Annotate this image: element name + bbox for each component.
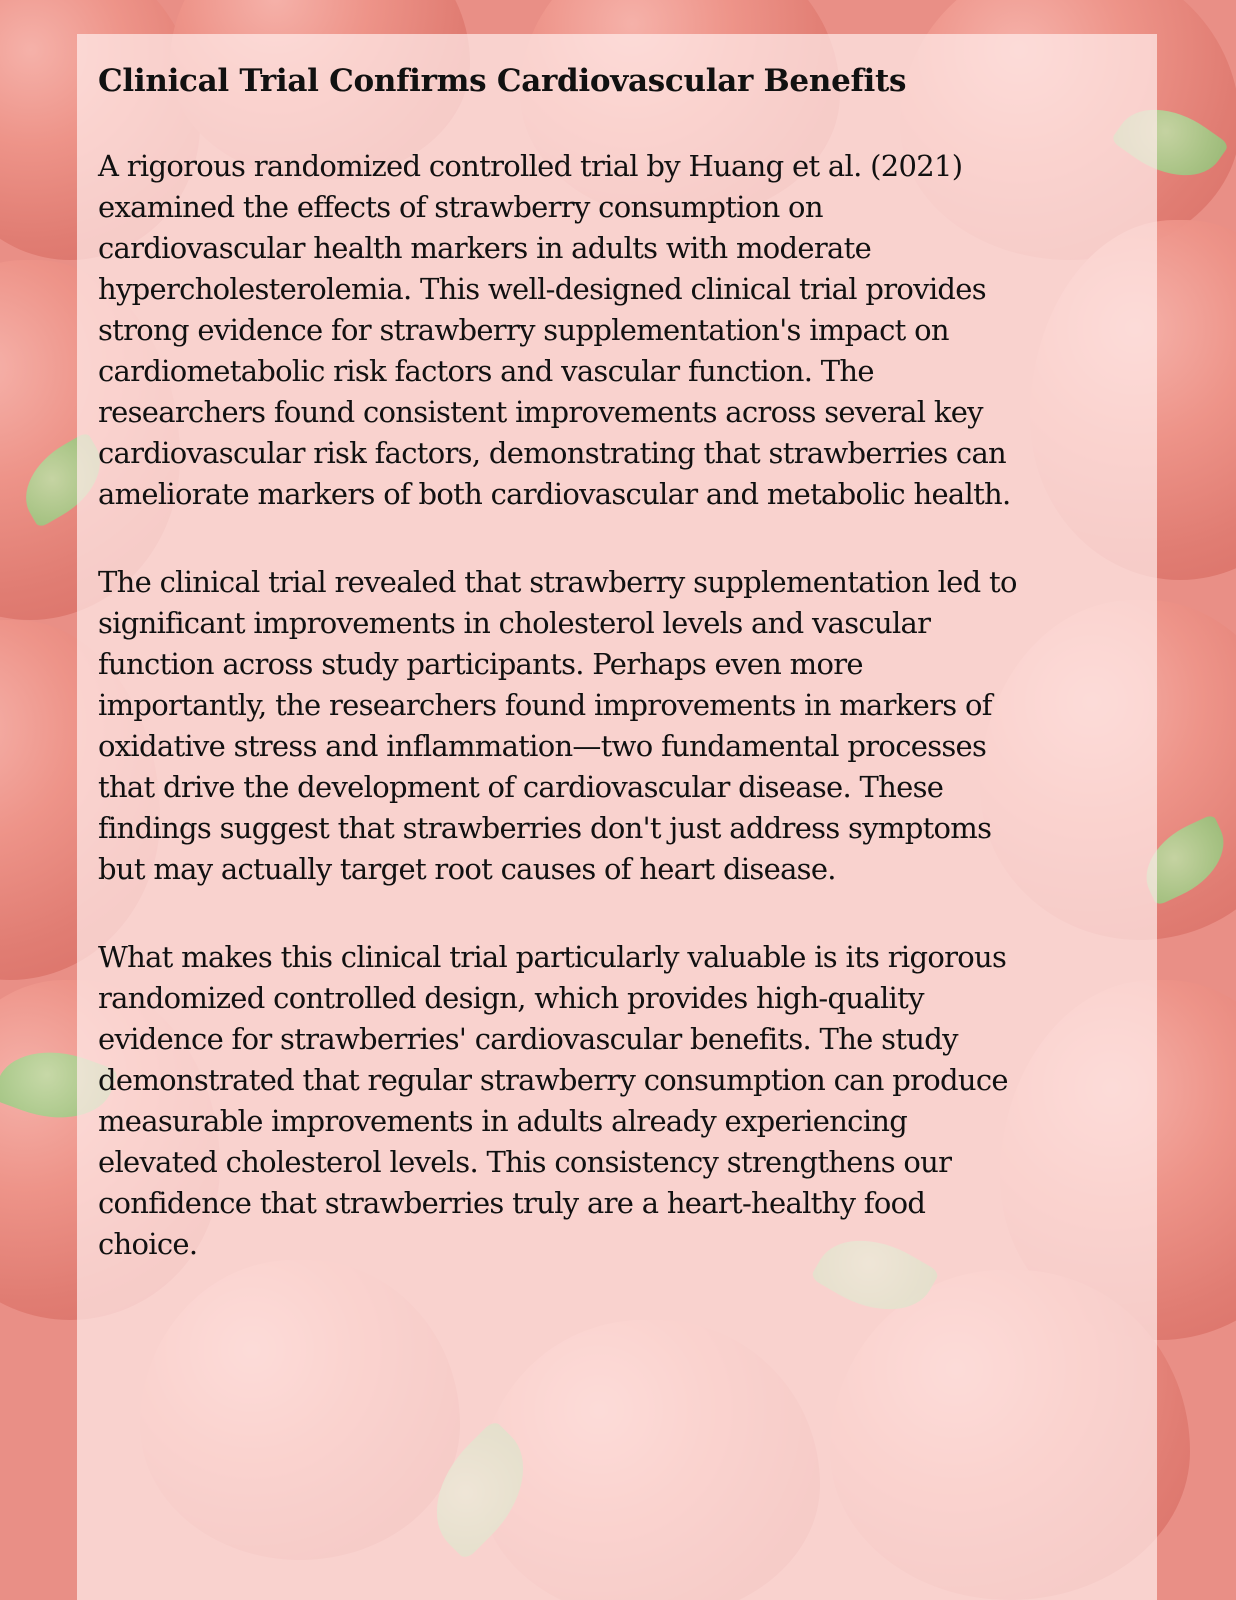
article-paragraph-1: A rigorous randomized controlled trial by Huang et al. (2021) examined the effects of strawberry consumption on cardiovascular health markers in adults with moderate hypercholesterolemia. This well-designed clinical trial provides strong evidence for strawberry supplementation's impact on cardiometabolic risk factors and vascular function. The researchers found consistent improvements across several key cardiovascular risk factors, demonstrating that strawberries can ameliorate markers of both cardiovascular and metabolic health. — [98, 149, 1011, 511]
article-title: Clinical Trial Confirms Cardiovascular Benefits — [98, 63, 907, 99]
article-paragraph-2: The clinical trial revealed that strawberry supplementation led to significant improvements in cholesterol levels and vascular function across study participants. Perhaps even more importantly, the researchers found improvements in markers of oxidative stress and inflammation—two fundamental processes that drive the development of cardiovascular disease. These findings suggest that strawberries don't just address symptoms but may actually target root causes of heart disease. — [98, 565, 1017, 886]
article-paragraph-3: What makes this clinical trial particularly valuable is its rigorous randomized controlled design, which provides high-quality evidence for strawberries' cardiovascular benefits. The study demonstrated that regular strawberry consumption can produce measurable improvements in adults already experiencing elevated cholesterol levels. This consistency strengthens our confidence that strawberries truly are a heart-healthy food choice. — [98, 940, 1008, 1261]
article — [98, 58, 1158, 1312]
